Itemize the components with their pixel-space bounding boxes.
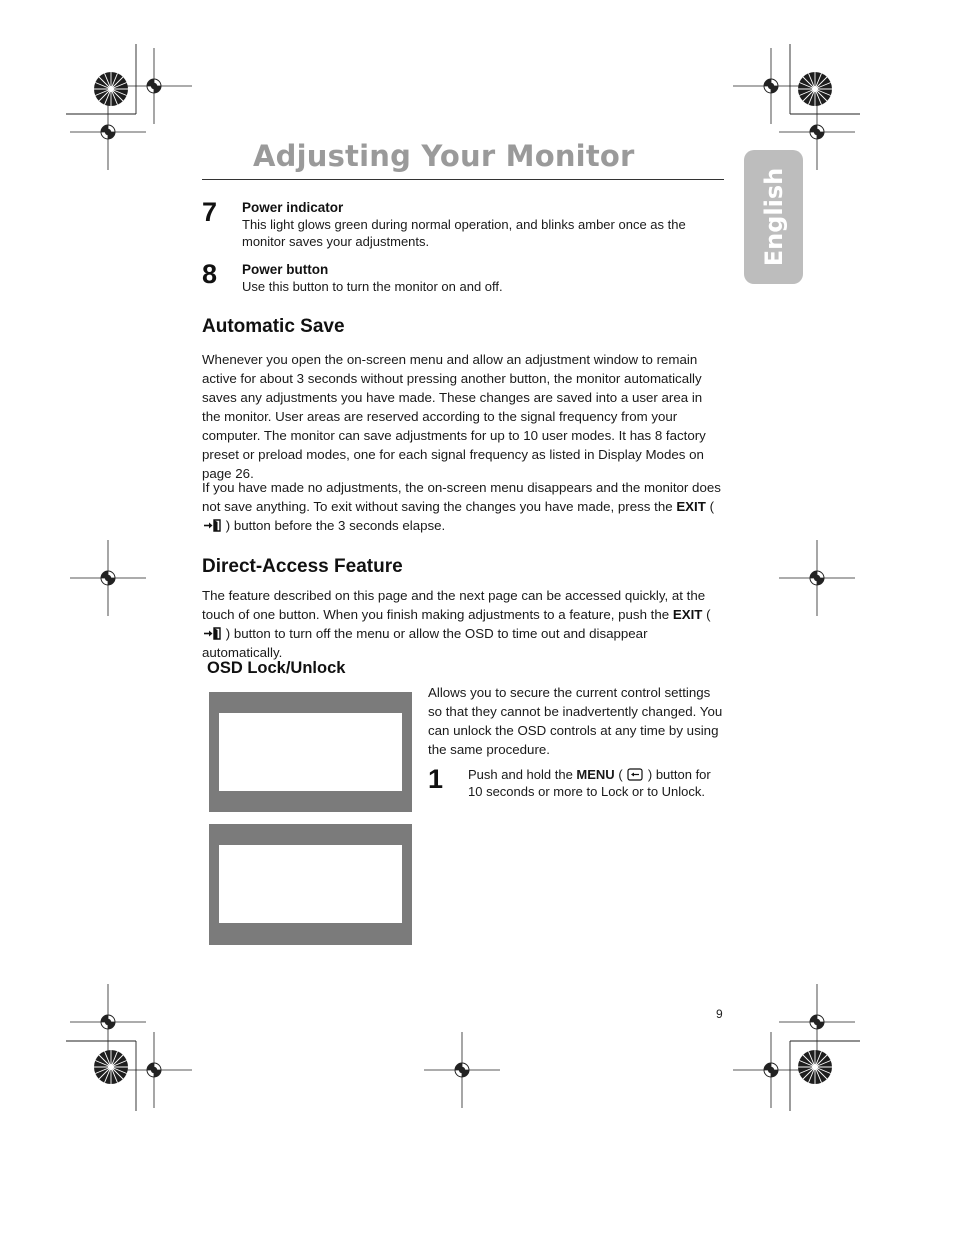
direct-access-paragraph: The feature described on this page and the next page can be accessed quickly, at the touch of one button. When you finish making adjustments to a feature, push the EXIT ( ) button to turn off the menu or allow the OSD to time out and disappear automatically. (202, 588, 711, 660)
item-number: 7 (202, 197, 218, 227)
osd-screen-image (209, 824, 412, 945)
item-text: Use this button to turn the monitor on and off. (242, 279, 503, 294)
section-heading-automatic-save: Automatic Save (202, 316, 345, 337)
item-heading: Power button (242, 262, 329, 277)
step-number: 1 (428, 764, 444, 794)
menu-key-label: MENU (576, 767, 615, 782)
osd-lock-step: Push and hold the MENU ( ) button for 10 seconds or more to Lock or to Unlock. (468, 767, 711, 799)
exit-key-label: EXIT (672, 607, 703, 622)
osd-lock-description: Allows you to secure the current control settings so that they cannot be inadvertently changed. You can unlock the OSD controls at any time by using the same procedure. (428, 685, 723, 757)
osd-screen-window (219, 845, 402, 923)
automatic-save-paragraph-2: If you have made no adjustments, the on-screen menu disappears and the monitor does not save anything. To exit without saving the changes you have made, press the EXIT ( ) button before the 3 seconds elapse. (202, 480, 721, 533)
automatic-save-paragraph-1: Whenever you open the on-screen menu and allow an adjustment window to remain active for about 3 seconds without pressing another button, the monitor automatically saves any adjustments you have made. These changes are saved into a user area in the monitor. User areas are reserved according to the signal frequency from your computer. The monitor can save adjustments for up to 10 user modes. It has 8 factory preset or preload modes, one for each signal frequency as listed in Display Modes on page 26. (202, 352, 706, 481)
language-tab-label: English (759, 167, 788, 267)
page-title: Adjusting Your Monitor (253, 139, 635, 173)
item-text: This light glows green during normal operation, and blinks amber once as the monitor saves your adjustments. (242, 217, 686, 249)
title-rule (202, 179, 724, 180)
language-tab (744, 150, 803, 284)
exit-icon (203, 519, 221, 532)
item-heading: Power indicator (242, 200, 344, 215)
osd-screen-image (209, 692, 412, 812)
section-heading-direct-access: Direct-Access Feature (202, 556, 403, 577)
registration-mark-icon (70, 48, 855, 1108)
subsection-heading-osd-lock: OSD Lock/Unlock (207, 659, 346, 677)
exit-icon (203, 627, 221, 640)
menu-icon (627, 768, 643, 781)
osd-screen-window (219, 713, 402, 791)
exit-key-label: EXIT (676, 499, 706, 514)
item-number: 8 (202, 259, 218, 289)
page-number: 9 (716, 1007, 723, 1021)
